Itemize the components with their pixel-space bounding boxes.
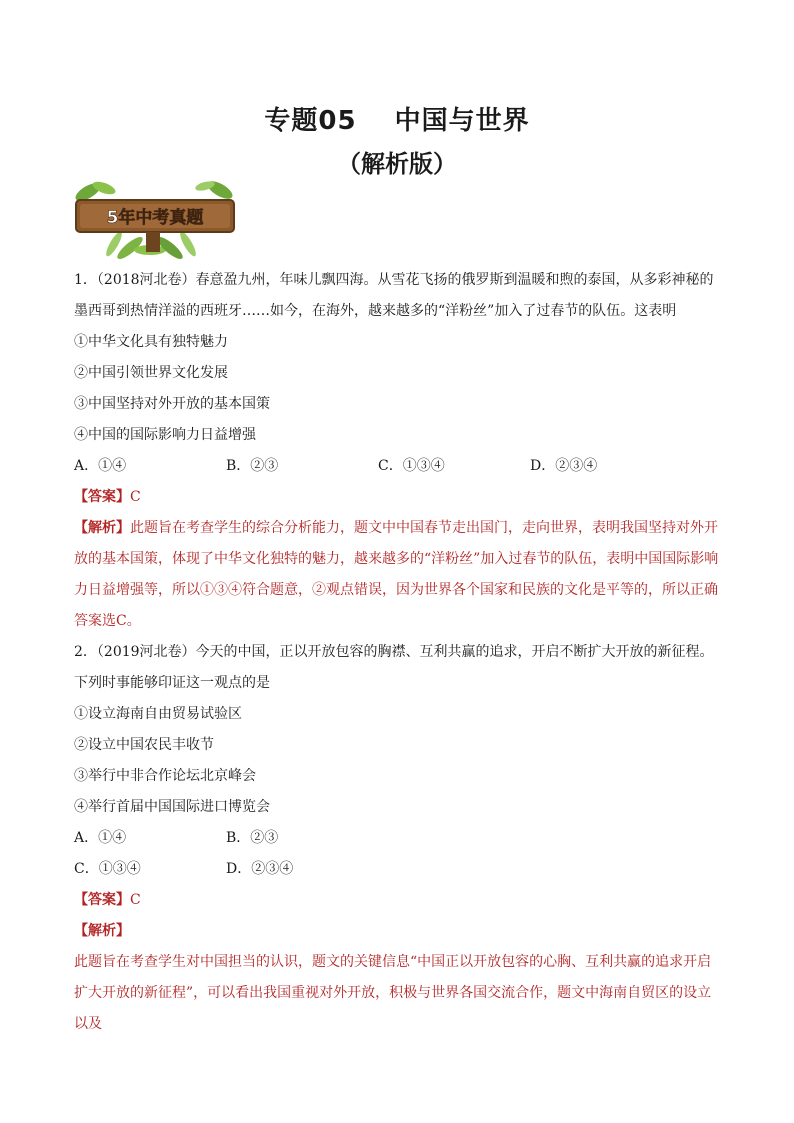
- q1-option-d: D．②③④: [530, 458, 598, 474]
- q1-stem: 1．（2018河北卷）春意盈九州，年味儿飘四海。从雪花飞扬的俄罗斯到温暖和煦的泰国，从多彩神秘的墨西哥到热情洋溢的西班牙……如今，在海外，越来越多的“洋粉丝”加入了过春节的队伍。这表明: [74, 272, 714, 319]
- analysis-text: 此题旨在考查学生的综合分析能力，题文中中国春节走出国门，走向世界，表明我国坚持对外开放的基本国策，体现了中华文化独特的魅力，越来越多的“洋粉丝”加入过春节的队伍，表明中国国际影响力日益增强等，所以①③④符合题意，②观点错误，因为世界各个国家和民族的文化是平等的，所以正确答案选C。: [74, 520, 719, 629]
- q2-option-b: B．②③: [226, 830, 279, 846]
- q1-analysis: [74, 513, 724, 637]
- q2-item: ②设立中国农民丰收节: [74, 737, 214, 753]
- q2-item: ①设立海南自由贸易试验区: [74, 706, 242, 722]
- analysis-label: 【解析】: [74, 520, 130, 536]
- badge-text: 5年中考真题: [106, 208, 204, 228]
- q1-options: [74, 451, 724, 482]
- q1-item: ①中华文化具有独特魅力: [74, 334, 228, 350]
- q1-option-a: A．①④: [74, 458, 127, 474]
- q1-item: ③中国坚持对外开放的基本国策: [74, 396, 270, 412]
- page-title: [0, 100, 794, 137]
- q2-analysis-label: [74, 916, 724, 947]
- answer-label: 【答案】: [74, 489, 130, 505]
- q1-option-b: B．②③: [226, 458, 279, 474]
- q1-item: ④中国的国际影响力日益增强: [74, 427, 256, 443]
- q2-option-c: C．①③④: [74, 861, 141, 877]
- q2-item: ③举行中非合作论坛北京峰会: [74, 768, 256, 784]
- q2-answer: [74, 885, 724, 916]
- q2-item: ④举行首届中国国际进口博览会: [74, 799, 270, 815]
- title-part2: 中国与世界: [394, 106, 530, 136]
- q1-item: ②中国引领世界文化发展: [74, 365, 228, 381]
- q2-options-row1: [74, 823, 724, 854]
- document-body: [74, 265, 724, 1040]
- answer-label: 【答案】: [74, 892, 130, 908]
- answer-value: C: [130, 489, 141, 505]
- q2-stem: 2．（2019河北卷）今天的中国，正以开放包容的胸襟、互利共赢的追求，开启不断扩大开放的新征程。下列时事能够印证这一观点的是: [74, 644, 714, 691]
- q2-options-row2: [74, 854, 724, 885]
- title-part1: 专题05: [264, 106, 357, 136]
- q2-option-d: D．②③④: [226, 861, 294, 877]
- exam-badge-sign: [70, 180, 240, 260]
- page-subtitle: （解析版）: [337, 150, 457, 178]
- answer-value: C: [130, 892, 141, 908]
- q1-answer: [74, 482, 724, 513]
- q2-analysis: 此题旨在考查学生对中国担当的认识，题文的关键信息“中国正以开放包容的心胸、互利共赢的追求开启扩大开放的新征程”，可以看出我国重视对外开放，积极与世界各国交流合作，题文中海南自贸区的设立以及: [74, 954, 712, 1032]
- q2-option-a: A．①④: [74, 830, 127, 846]
- analysis-label: 【解析】: [74, 923, 130, 939]
- q1-option-c: C．①③④: [378, 458, 445, 474]
